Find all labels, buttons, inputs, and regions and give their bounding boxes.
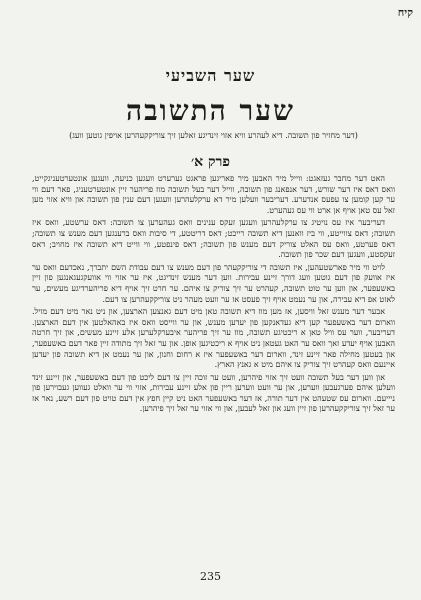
chapter-heading: פרק א׳ bbox=[190, 154, 231, 170]
body-paragraph: לויט ווי מיר פארשטעהען, איז תשובה די צוריקקעהר פון דעם מענש צו דעם עבודת השם יתברך, נאכדעם וואס ער איז אוועק פון דעם גוטען וועג דורך זיינע עבירות. ווען דער מענש זינדיגט, איז ער אזוי ווי אוועקגעגאנגען פון זיין באשעפער, און ווען ער טוט תשובה, קעהרט ער זיך צוריק צו איהם. ער חרט זיך אויף דיא פריהערדיגע מעשים, ער לאזט אפ דיא עבירה, און ער נעמט אויף זיך פעסט אז ער וועט מעהר ניט צוריקקעהרען צו דעם. bbox=[32, 262, 395, 304]
section-heading: שער השביעי bbox=[165, 66, 256, 85]
body-text bbox=[32, 174, 395, 512]
intro-note: (דער מחזיר פון תשובה. דיא לעהרע וויא אזוי זינדיגע זאלען זיך צוריקקעהרען אויפין גוטען וועג) bbox=[69, 131, 358, 140]
page-title: שער התשובה bbox=[126, 94, 295, 127]
page-number: 235 bbox=[200, 570, 221, 583]
body-paragraph: דעריבער איז עס נויטיג צו ערקלעהרען וועגען זעקס ענינים וואס געהערען צו תשובה: דאס ערשטע, וואס איז תשובה; דאס צווייטע, ווי ביז וואנען דיא תשובה רייכט; דאס דריטטע, די סיבות וואס ברענגען דעם מענש צו תשובה; דאס פערטע, וואס עס האלט צוריק דעם מענש פון תשובה; דאס פינפטע, ווי ווייט דיא תשובה איז מחויב; דאס זעקסטע, וועגען דעם שכר פון תשובה. bbox=[32, 218, 395, 260]
body-paragraph: האט דער מחבר געזאגט: ווייל מיר האבען מיר פאריגען פראגט גערערט וועגען כניעה, וועגען אונטערטעניגקייט, וואס דאס איז דער שורש, דער אנפאנג פון תשובה, ווייל דער בעל תשובה מוז פריהער זיין אונטערטעניג, פאר דעם ווי ער קען קומען צו עפעס אנדערע. דעריבער וועלען מיר דא ערקלעהרען וועגען דעם ענין פון תשובה און וויא אזוי מען זאל עס טאן אויף אן ארט ווי עס געהערט. bbox=[32, 174, 395, 215]
header-corner-number: קיח bbox=[397, 6, 413, 19]
body-paragraph: אבער דער מענש זאל וויסען, אז מען מוז דיא תשובה טאן מיט דעם גאנצען הארצען, און ניט נאר מיט דעם מויל. ווארום דער באשעפער קען דיא געדאנקען פון יעדען מענש, און ער ווייסט וואס איז באהאלטען אין דעם הארצען. דעריבער, ווער עס וויל טאן א ריכטיגע תשובה, מוז ער זיך פריהער איבערקלערען אלע זיינע מעשים, און זיך חרטה האבען אויף יעדע זאך וואס ער האט געטאן ניט אויף א ריכטיגען אופן. און ער זאל זיך מתודה זיין פאר דעם באשעפער, און בעטען מחילה פאר זיינע זינד, ווארום דער באשעפער איז א רחום וחנון, און ער נעמט אן דיא תשובה פון יעדען איינעם וואס קעהרט זיך צוריק צו איהם מיט א גאנץ הארץ. bbox=[32, 307, 395, 370]
body-paragraph: און ווען דער בעל תשובה וועט זיך אזוי פיהרען, וועט ער זוכה זיין צו דעם ליכט פון דעם באשעפער, און זיינע זינד וועלען איהם פערגעבען ווערען, און ער וועט ווערען ריין פון אלע זיינע עבירות, אזוי ווי ער וואלט געווען געבוירען פון ניייעם. ווארום עס שטעהט אין דער תורה, אז דער באשעפער האט ניט קיין חפץ אין דעם טויט פון דעם רשע, נאר אז ער זאל זיך צוריקקעהרען פון זיין וועג און זאל לעבען, און ווי אזוי ער זאל זיך פיהרען. bbox=[32, 372, 395, 414]
